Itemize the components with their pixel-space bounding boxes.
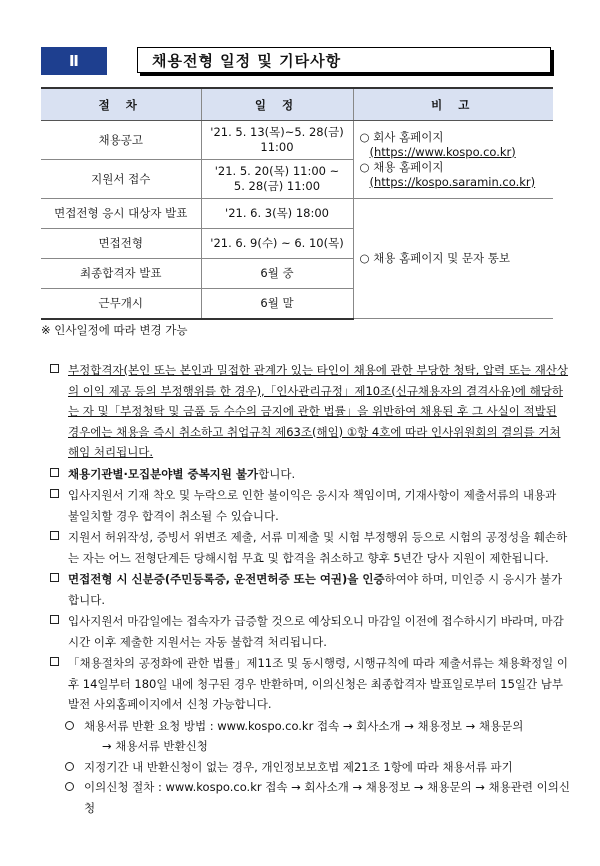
list-item <box>50 485 570 526</box>
note-cell-homepage <box>353 121 553 199</box>
schedule-cell: '21. 6. 9(수) ~ 6. 10(목) <box>201 229 353 259</box>
schedule-table <box>41 87 553 320</box>
item-text: 합니다. <box>258 466 296 481</box>
item-text-bold: 채용기관별·모집분야별 중복지원 불가 <box>68 466 259 481</box>
schedule-cell: 6월 중 <box>201 259 353 289</box>
sub-list-item <box>50 757 570 778</box>
column-header-note: 비 고 <box>353 88 553 121</box>
list-item <box>50 360 570 463</box>
column-header-step: 절 차 <box>41 88 201 121</box>
table-header-row <box>41 88 553 121</box>
square-bullet-icon <box>50 615 59 624</box>
item-text: 부정합격자(본인 또는 본인과 밀접한 관계가 있는 타인이 채용에 관한 부당한 청탁, 압력 또는 재산상의 이익 제공 등의 부정행위를 한 경우),「인사관리규정」제10조(신규채용자의 결격사유)에 해당하는 자 및「부정청탁 및 금품 등 수수의 금지에 관한 법률」을 위반하여 채용된 후 그 사실이 적발된 경우에는 채용을 즉시 취소하고 취업규칙 제63조(해임) ①항 4호에 따라 인사위원회의 결의를 거쳐 해임 처리됩니다. <box>68 363 569 459</box>
step-cell: 면접전형 응시 대상자 발표 <box>41 199 201 229</box>
circle-bullet-icon <box>65 721 74 730</box>
schedule-remark: ※ 인사일정에 따라 변경 가능 <box>41 323 188 337</box>
list-item <box>50 527 570 568</box>
section-header <box>41 47 553 79</box>
sub-item-text: 채용서류 반환 요청 방법 : www.kospo.co.kr 접속 → 회사소개 → 채용정보 → 채용문의 <box>84 718 524 733</box>
circle-bullet-icon <box>65 762 74 771</box>
company-homepage-link[interactable]: (https://www.kospo.co.kr) <box>369 144 516 159</box>
section-number: Ⅱ <box>41 47 107 75</box>
step-cell: 지원서 접수 <box>41 160 201 199</box>
section-title: 채용전형 일정 및 기타사항 <box>137 47 551 73</box>
note-company-homepage: ○ 회사 홈페이지 <box>359 129 444 144</box>
square-bullet-icon <box>50 468 59 477</box>
schedule-cell: '21. 5. 20(목) 11:00 ~ 5. 28(금) 11:00 <box>201 160 353 199</box>
sub-list-item <box>50 716 570 757</box>
square-bullet-icon <box>50 573 59 582</box>
table-row <box>41 199 553 229</box>
step-cell: 최종합격자 발표 <box>41 259 201 289</box>
circle-bullet-icon <box>65 782 74 791</box>
list-item <box>50 611 570 652</box>
schedule-cell: '21. 6. 3(목) 18:00 <box>201 199 353 229</box>
square-bullet-icon <box>50 531 59 540</box>
column-header-schedule: 일 정 <box>201 88 353 121</box>
item-text: 「채용절차의 공정화에 관한 법률」제11조 및 동시행령, 시행규칙에 따라 제출서류는 채용확정일 이후 14일부터 180일 내에 청구된 경우 반환하며, 이의신청은 최종합격자 발표일로부터 15일간 남부발전 사외홈페이지에서 신청 가능합니다. <box>68 656 568 711</box>
schedule-cell: 6월 말 <box>201 289 353 319</box>
item-text: 지원서 허위작성, 증빙서 위변조 제출, 서류 미제출 및 시험 부정행위 등으로 시험의 공정성을 훼손하는 자는 어느 전형단계든 당해시험 무효 및 합격을 취소하고 향후 5년간 당사 지원이 제한됩니다. <box>68 530 568 565</box>
list-item <box>50 569 570 610</box>
step-cell: 면접전형 <box>41 229 201 259</box>
square-bullet-icon <box>50 364 59 373</box>
sub-item-text: 이의신청 절차 : www.kospo.co.kr 접속 → 회사소개 → 채용정보 → 채용문의 → 채용관련 이의신청 <box>84 780 570 815</box>
list-item <box>50 653 570 715</box>
sub-item-text: 지정기간 내 반환신청이 없는 경우, 개인정보보호법 제21조 1항에 따라 채용서류 파기 <box>84 759 513 774</box>
item-text-bold: 면접전형 시 신분증(주민등록증, 운전면허증 또는 여권)을 인증 <box>68 572 385 586</box>
item-text: 입사지원서 기재 착오 및 누락으로 인한 불이익은 응시자 책임이며, 기재사항이 제출서류의 내용과 불일치할 경우 합격이 취소될 수 있습니다. <box>68 488 557 523</box>
square-bullet-icon <box>50 489 59 498</box>
step-cell: 채용공고 <box>41 121 201 160</box>
note-recruit-homepage: ○ 채용 홈페이지 <box>359 159 444 174</box>
schedule-cell: '21. 5. 13(목)~5. 28(금) 11:00 <box>201 121 353 160</box>
square-bullet-icon <box>50 657 59 666</box>
recruit-homepage-link[interactable]: (https://kospo.saramin.co.kr) <box>369 174 536 189</box>
notice-list <box>50 360 570 818</box>
list-item <box>50 464 570 485</box>
table-row <box>41 121 553 160</box>
note-cell-notify: ○ 채용 홈페이지 및 문자 통보 <box>353 199 553 319</box>
item-text: 입사지원서 마감일에는 접속자가 급증할 것으로 예상되오니 마감일 이전에 접수하시기 바라며, 마감시간 이후 제출한 지원서는 자동 불합격 처리됩니다. <box>68 614 564 649</box>
step-cell: 근무개시 <box>41 289 201 319</box>
sub-list-item <box>50 777 570 818</box>
item-text: 하여야 하며, 미인증 시 응시가 불가합니다. <box>68 572 563 607</box>
sub-item-continuation: → 채용서류 반환신청 <box>102 739 208 753</box>
